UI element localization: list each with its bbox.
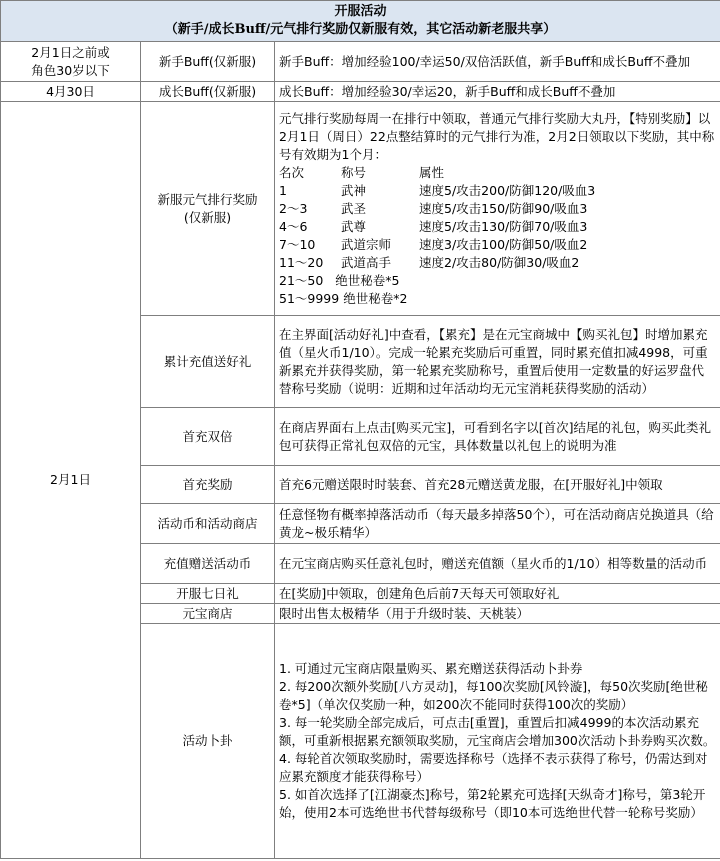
activity-desc: 在元宝商店购买任意礼包时，赠送充值额（星火币的1/10）相等数量的活动币 <box>275 544 720 584</box>
activity-name: 活动币和活动商店 <box>141 504 275 544</box>
date-cell: 2月1日之前或 角色30岁以下 <box>1 42 141 82</box>
activity-name: 活动卜卦 <box>141 624 275 859</box>
rule-item: 1. 可通过元宝商店限量购买、累充赠送获得活动卜卦券 <box>279 661 583 676</box>
table-row <box>1 102 720 316</box>
activity-name: 首充双倍 <box>141 408 275 466</box>
activity-desc: 在[奖励]中领取，创建角色后前7天每天可领取好礼 <box>275 584 720 604</box>
rule-item: 4. 每轮首次领取奖励时，需要选择称号（选择不表示获得了称号，仍需达到对应累充额度才能获得称号） <box>279 751 708 784</box>
activity-name: 成长Buff(仅新服) <box>141 82 275 102</box>
rule-item: 5. 如首次选择了[江湖豪杰]称号，第2轮累充可选择[天纵奇才]称号，第3轮开始，使用2本可选绝世书代替每级称号（即10本可选绝世代替一轮称号奖励） <box>279 787 706 820</box>
activity-name: 累计充值送好礼 <box>141 316 275 408</box>
rank-title: 武圣 <box>341 200 367 216</box>
date-cell: 2月1日 <box>1 102 141 859</box>
table-row <box>1 82 720 102</box>
rank-attr: 速度5/攻击130/防御70/吸血3 <box>419 218 588 234</box>
activity-desc: 限时出售太极精华（用于升级时装、天桃装） <box>275 604 720 624</box>
activity-desc <box>275 102 720 316</box>
rank-attr: 速度5/攻击200/防御120/吸血3 <box>419 182 596 198</box>
ranking-row <box>279 236 716 254</box>
rank: 2～3 <box>279 200 308 216</box>
ranking-col-title: 称号 <box>341 164 367 180</box>
ranking-row <box>279 218 716 236</box>
activity-desc: 成长Buff：增加经验30/幸运20，新手Buff和成长Buff不叠加 <box>275 82 720 102</box>
rank-title: 武道宗师 <box>341 236 392 252</box>
ranking-extra: 51～9999 绝世秘卷*2 <box>279 290 408 306</box>
rule-item: 2. 每200次额外奖励[八方灵动]，每100次奖励[风铃漩]，每50次奖励[绝世秘卷*5]（单次仅奖励一种，如200次不能同时获得100次的奖励） <box>279 679 708 712</box>
table-row <box>1 42 720 82</box>
ranking-extra: 21～50 绝世秘卷*5 <box>279 272 400 288</box>
activity-name: 开服七日礼 <box>141 584 275 604</box>
date-cell: 4月30日 <box>1 82 141 102</box>
rank: 1 <box>279 182 287 198</box>
table-header <box>1 1 720 42</box>
rank-attr: 速度2/攻击80/防御30/吸血2 <box>419 254 580 270</box>
activity-desc <box>275 624 720 859</box>
rank: 11～20 <box>279 254 324 270</box>
activity-name: 首充奖励 <box>141 466 275 504</box>
ranking-intro: 元气排行奖励每周一在排行中领取，普通元气排行奖励大丸丹，【特别奖励】以2月1日（周日）22点整结算时的元气排行为准，2月2日领取以下奖励，其中称号有效期为1个月： <box>279 110 715 162</box>
activity-desc: 新手Buff：增加经验100/幸运50/双倍活跃值，新手Buff和成长Buff不叠加 <box>275 42 720 82</box>
rank-attr: 速度3/攻击100/防御50/吸血2 <box>419 236 588 252</box>
ranking-col-attr: 属性 <box>419 164 445 180</box>
activity-desc: 在主界面[活动好礼]中查看，【累充】是在元宝商城中【购买礼包】时增加累充值（星火币1/10）。完成一轮累充奖励后可重置，同时累充值扣减4998，可重新累充并获得奖励，第一轮累充奖励称号，重置后使用一定数量的好运罗盘代替称号奖励（说明：近期和过年活动均无元宝消耗获得奖励的活动） <box>275 316 720 408</box>
rank: 4～6 <box>279 218 308 234</box>
page-title: 开服活动 <box>334 4 387 19</box>
activity-desc: 首充6元赠送限时时装套、首充28元赠送黄龙服，在[开服好礼]中领取 <box>275 466 720 504</box>
page-subtitle: （新手/成长Buff/元气排行奖励仅新服有效，其它活动新老服共享） <box>164 22 557 37</box>
activity-name: 新服元气排行奖励 (仅新服) <box>141 102 275 316</box>
ranking-header <box>279 164 716 182</box>
ranking-row <box>279 254 716 272</box>
activity-name: 新手Buff(仅新服) <box>141 42 275 82</box>
activity-desc: 任意怪物有概率掉落活动币（每天最多掉落50个），可在活动商店兑换道具（给黄龙~极乐精华） <box>275 504 720 544</box>
rank-attr: 速度5/攻击150/防御90/吸血3 <box>419 200 588 216</box>
ranking-row <box>279 182 716 200</box>
rank: 7～10 <box>279 236 316 252</box>
activity-name: 充值赠送活动币 <box>141 544 275 584</box>
rank-title: 武神 <box>341 182 367 198</box>
ranking-col-rank: 名次 <box>279 164 305 180</box>
ranking-row <box>279 200 716 218</box>
activity-desc: 在商店界面右上点击[购买元宝]，可看到名字以[首次]结尾的礼包，购买此类礼包可获得正常礼包双倍的元宝，具体数量以礼包上的说明为准 <box>275 408 720 466</box>
rule-item: 3. 每一轮奖励全部完成后，可点击[重置]，重置后扣减4999的本次活动累充额，可重新根据累充额领取奖励，元宝商店会增加300次活动卜卦券购买次数。 <box>279 715 716 748</box>
rank-title: 武道高手 <box>341 254 392 270</box>
rank-title: 武尊 <box>341 218 367 234</box>
activity-name: 元宝商店 <box>141 604 275 624</box>
